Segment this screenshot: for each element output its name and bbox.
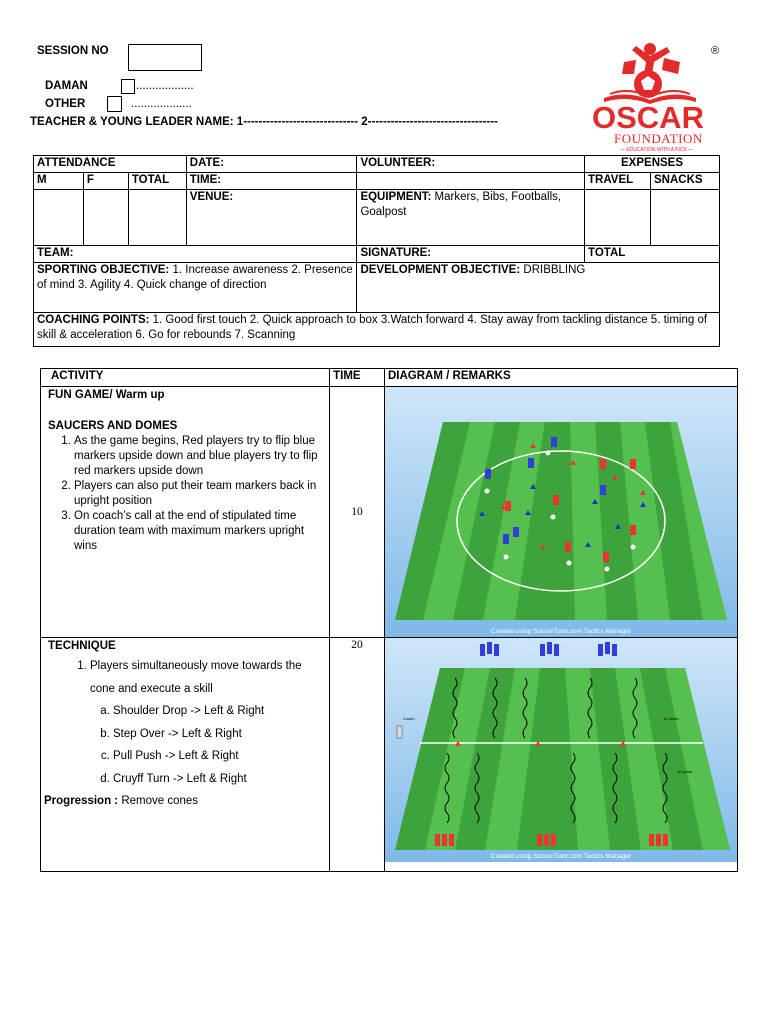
progression-label: Progression : (44, 795, 119, 807)
teacher-leader-line: TEACHER & YOUNG LEADER NAME: 1------------------------------ 2---------------------------------- (30, 116, 498, 128)
yards-label-b: 10 yards (676, 769, 693, 774)
time-field[interactable]: TIME: (186, 173, 357, 190)
travel-value[interactable] (585, 190, 651, 246)
activity-table (40, 368, 738, 872)
sporting-objective-label: SPORTING OBJECTIVE: (37, 264, 170, 276)
activity-header: ACTIVITY (41, 369, 330, 387)
development-objective-label: DEVELOPMENT OBJECTIVE: (360, 264, 521, 276)
progression-value: Remove cones (118, 795, 199, 807)
attendance-label: ATTENDANCE (34, 156, 187, 173)
technique-title: TECHNIQUE (48, 640, 116, 652)
coaching-points-cell (34, 313, 720, 347)
warmup-time: 10 (330, 387, 385, 638)
total-value[interactable] (128, 190, 186, 246)
session-no-field[interactable] (128, 44, 202, 71)
expenses-label: EXPENSES (585, 156, 720, 173)
total-expense-field[interactable]: TOTAL (585, 246, 720, 263)
yards-label-a: 10 yards (662, 716, 679, 721)
equipment-cell (357, 190, 585, 246)
technique-pitch-diagram (385, 638, 737, 862)
warmup-diagram-cell (384, 387, 737, 638)
venue-field[interactable]: VENUE: (186, 190, 357, 246)
other-checkbox[interactable] (107, 96, 122, 112)
m-value[interactable] (34, 190, 84, 246)
logo-brand-text: OSCAR (592, 100, 704, 135)
daman-dots: .................. (136, 80, 194, 92)
sporting-objective-cell (34, 263, 357, 313)
snacks-label: SNACKS (650, 173, 719, 190)
other-label: OTHER (45, 98, 86, 110)
technique-skill: b. Step Over -> Left & Right (113, 723, 326, 746)
volunteer-value[interactable] (357, 173, 585, 190)
coach-figure (397, 726, 402, 738)
m-label: M (34, 173, 84, 190)
technique-step: 1. Players simultaneously move towards the cone and execute a skill a. Shoulder Drop -> Left & Right b. Step Over -> Left & Right c. Pull Push -> Left & Right d. Cruyff Turn -> Left & Right (90, 655, 326, 790)
time-header: TIME (330, 369, 385, 387)
equipment-value: Markers, Bibs, Footballs, Goalpost (360, 191, 562, 218)
technique-skill: d. Cruyff Turn -> Left & Right (113, 768, 326, 791)
f-value[interactable] (83, 190, 128, 246)
travel-label: TRAVEL (585, 173, 651, 190)
other-dots: ................... (131, 98, 192, 110)
equipment-label: EQUIPMENT: (360, 191, 432, 203)
signature-field[interactable]: SIGNATURE: (357, 246, 585, 263)
technique-skill: a. Shoulder Drop -> Left & Right (113, 700, 326, 723)
date-field[interactable]: DATE: (186, 156, 357, 173)
technique-skill: c. Pull Push -> Left & Right (113, 745, 326, 768)
diagram-header: DIAGRAM / REMARKS (384, 369, 737, 387)
logo-tagline: — EDUCATION WITH A KICK — (620, 147, 694, 153)
coaching-points-label: COACHING POINTS: (37, 314, 150, 326)
technique-skills-list (90, 700, 326, 790)
coaching-points-value: 1. Good first touch 2. Quick approach to box 3.Watch forward 4. Stay away from tackling distance 5. timing of skill & acceleration 6. Go for rebounds 7. Scanning (37, 314, 708, 341)
f-label: F (83, 173, 128, 190)
development-objective-value: DRIBBLING (520, 264, 586, 276)
technique-diagram-cell (384, 638, 737, 872)
warmup-step: 1. As the game begins, Red players try to flip blue markers upside down and blue players try to flip red markers upside down (74, 434, 326, 479)
snacks-value[interactable] (650, 190, 719, 246)
technique-time: 20 (330, 638, 385, 872)
session-info-table (33, 155, 720, 347)
warmup-subtitle: SAUCERS AND DOMES (48, 420, 178, 432)
team-field[interactable]: TEAM: (34, 246, 357, 263)
development-objective-cell (357, 263, 720, 313)
warmup-steps-list (44, 434, 326, 554)
warmup-credit: Created using SoccerTutor.com Tactics Manager (490, 628, 632, 635)
volunteer-field[interactable]: VOLUNTEER: (357, 156, 585, 173)
technique-credit: Created using SoccerTutor.com Tactics Manager (490, 853, 632, 860)
warmup-step: 3. On coach’s call at the end of stipulated time duration team with maximum markers upright wins (74, 509, 326, 554)
progression-line (44, 790, 326, 813)
warmup-title: FUN GAME/ Warm up (48, 389, 165, 401)
technique-steps-list (44, 655, 326, 790)
coach-label: Coach (402, 716, 415, 721)
daman-checkbox[interactable] (121, 79, 135, 94)
daman-label: DAMAN (45, 80, 88, 92)
warmup-pitch-diagram (385, 387, 737, 637)
sporting-objective-value: 1. Increase awareness 2. Presence of mind 3. Agility 4. Quick change of direction (37, 264, 353, 291)
technique-activity-cell (41, 638, 330, 872)
oscar-foundation-logo (590, 40, 730, 165)
session-no-label: SESSION NO (37, 45, 109, 57)
registered-mark: ® (711, 45, 720, 57)
total-label: TOTAL (128, 173, 186, 190)
warmup-step: 2. Players can also put their team markers back in upright position (74, 479, 326, 509)
logo-sub-text: FOUNDATION (614, 131, 703, 146)
warmup-activity-cell (41, 387, 330, 638)
